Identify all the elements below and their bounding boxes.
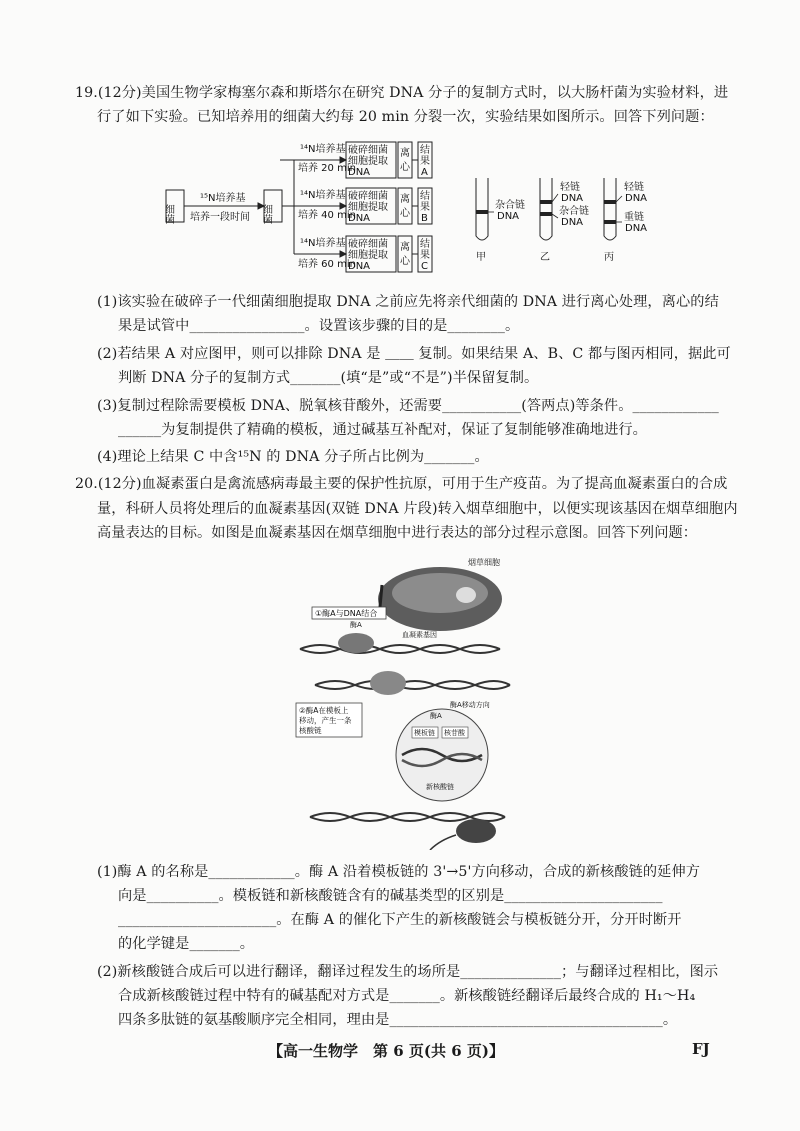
- tube-bing: [604, 178, 616, 240]
- q20-line3: 高量表达的目标。如图是血凝素基因在烟草细胞中进行表达的部分过程示意图。回答下列问题：: [97, 525, 698, 541]
- yi-hybrid-a: 杂合链: [559, 206, 589, 217]
- yi-hybrid-b: DNA: [561, 217, 584, 228]
- step2-b: 移动，产生一条: [299, 716, 352, 725]
- q20-s2-line3: 四条多肽链的氨基酸顺序完全相同，理由是______________________________________。: [118, 1012, 678, 1028]
- yi-light-b: DNA: [561, 193, 584, 204]
- q20-s1-line1: (1)酶 A 的名称是____________。酶 A 沿着模板链的 3'→5'方向移动，合成的新核酸链的延伸方: [97, 864, 701, 880]
- q20-s1-line3: ______________________。在酶 A 的催化下产生的新核酸链会与模板链分开，分开时断开: [118, 912, 682, 928]
- template-label: 模板链: [414, 729, 435, 737]
- bing-heavy-a: 重链: [624, 212, 644, 223]
- bing-light-b: DNA: [625, 193, 648, 204]
- extract-2b: 细胞提取: [348, 202, 388, 213]
- jia-hybrid-b: DNA: [497, 211, 520, 222]
- q19-line1: 19.(12分)美国生物学家梅塞尔森和斯塔尔在研究 DNA 分子的复制方式时，以大肠杆菌为实验材料，进: [75, 85, 729, 101]
- medium14-text-2: ¹⁴N培养基: [300, 190, 346, 201]
- q20-s2-line1: (2)新核酸链合成后可以进行翻译，翻译过程发生的场所是______________；与翻译过程相比，图示: [97, 964, 719, 980]
- page-footer: 【高一生物学 第 6 页(共 6 页)】: [268, 1042, 504, 1060]
- bing-light-a: 轻链: [624, 182, 644, 193]
- step1-label: ①酶A与DNA结合: [315, 609, 378, 618]
- q19-s3-line2: ______为复制提供了精确的模板，通过碱基互补配对，保证了复制能够准确地进行。: [118, 422, 647, 438]
- bacteria-text: 细菌: [162, 204, 174, 224]
- culture-time-text: 培养一段时间: [190, 212, 250, 223]
- bing-heavy-b: DNA: [625, 223, 648, 234]
- centrifuge-1a: 离: [400, 148, 410, 159]
- medium15-text: ¹⁵N培养基: [200, 193, 246, 204]
- nucleotide-label: 核苷酸: [444, 729, 465, 737]
- centrifuge-1b: 心: [400, 162, 410, 173]
- centrifuge-2a: 离: [400, 194, 410, 205]
- resultA-a: 结: [420, 145, 430, 156]
- resultA-b: 果: [420, 156, 430, 167]
- jia-hybrid-a: 杂合链: [495, 200, 525, 211]
- step2-a: ②酶A在模板上: [299, 706, 349, 715]
- extract-3b: 细胞提取: [348, 250, 388, 261]
- q19-s1-line2: 果是试管中________________。设置该步骤的目的是________。: [118, 318, 520, 334]
- resultA-c: A: [421, 167, 428, 178]
- resultC-c: C: [421, 261, 428, 272]
- direction-label: 酶A移动方向: [450, 701, 490, 709]
- q19-s2-line2: 判断 DNA 分子的复制方式_______(填“是”或“不是”)半保留复制。: [118, 370, 539, 386]
- extract-1b: 细胞提取: [348, 156, 388, 167]
- t60-text: 培养 60 min: [298, 259, 356, 270]
- extract-1c: DNA: [348, 167, 371, 178]
- bacteria-text-2: 细菌: [260, 204, 272, 224]
- extract-2c: DNA: [348, 213, 371, 224]
- new-chain-label: 新核酸链: [426, 783, 454, 791]
- centrifuge-3a: 离: [400, 242, 410, 253]
- enzymeA-label: 酶A: [350, 621, 362, 629]
- tube-yi: [540, 178, 552, 240]
- extract-3c: DNA: [348, 261, 371, 272]
- resultC-a: 结: [420, 239, 430, 250]
- gene-label: 血凝素基因: [402, 631, 437, 639]
- q19-s3-line1: (3)复制过程除需要模板 DNA、脱氧核苷酸外，还需要___________(答两点)等条件。____________: [97, 398, 719, 414]
- resultB-b: 果: [420, 202, 430, 213]
- t40-text: 培养 40 min: [298, 210, 356, 221]
- tube-label-bing: 丙: [604, 252, 614, 263]
- footer-code: FJ: [692, 1040, 710, 1058]
- resultB-c: B: [421, 213, 428, 224]
- q20-line2: 量，科研人员将处理后的血凝素基因(双链 DNA 片段)转入烟草细胞中，以便实现该基因在烟草细胞内: [97, 501, 738, 517]
- centrifuge-3b: 心: [400, 256, 410, 267]
- extract-1a: 破碎细菌: [348, 145, 388, 156]
- q20-s2-line2: 合成新核酸链过程中特有的碱基配对方式是_______。新核酸链经翻译后最终合成的 H₁～H₄: [118, 988, 696, 1004]
- q20-s1-line2: 向是__________。模板链和新核酸链含有的碱基类型的区别是______________________: [118, 888, 663, 904]
- tobacco-cell-label: 烟草细胞: [468, 558, 500, 567]
- step2-c: 核酸链: [299, 726, 322, 735]
- tube-label-yi: 乙: [540, 252, 550, 263]
- q20-s1-line4: 的化学键是_______。: [118, 936, 255, 952]
- q20-figure: [290, 555, 520, 850]
- q20-line1: 20.(12分)血凝素蛋白是禽流感病毒最主要的保护性抗原，可用于生产疫苗。为了提高血凝素蛋白的合成: [75, 476, 728, 492]
- q19-line2: 行了如下实验。已知培养用的细菌大约每 20 min 分裂一次，实验结果如图所示。回答下列问题：: [97, 109, 714, 125]
- centrifuge-2b: 心: [400, 208, 410, 219]
- q19-s1-line1: (1)该实验在破碎子一代细菌细胞提取 DNA 之前应先将亲代细菌的 DNA 进行离心处理，离心的结: [97, 294, 719, 310]
- extract-2a: 破碎细菌: [348, 191, 388, 202]
- resultC-b: 果: [420, 250, 430, 261]
- t20-text: 培养 20 min: [298, 163, 356, 174]
- extract-3a: 破碎细菌: [348, 239, 388, 250]
- resultB-a: 结: [420, 191, 430, 202]
- q19-figure: [160, 138, 680, 273]
- q19-s2-line1: (2)若结果 A 对应图甲，则可以排除 DNA 是 ＿＿ 复制。如果结果 A、B、C 都与图丙相同，据此可: [97, 346, 731, 362]
- tube-label-jia: 甲: [476, 252, 486, 263]
- medium14-text-3: ¹⁴N培养基: [300, 238, 346, 249]
- q19-s4: (4)理论上结果 C 中含¹⁵N 的 DNA 分子所占比例为_______。: [97, 449, 489, 465]
- enzymeA2-label: 酶A: [430, 712, 442, 720]
- tube-jia: [476, 178, 488, 240]
- medium14-text-1: ¹⁴N培养基: [300, 144, 346, 155]
- yi-light-a: 轻链: [560, 182, 580, 193]
